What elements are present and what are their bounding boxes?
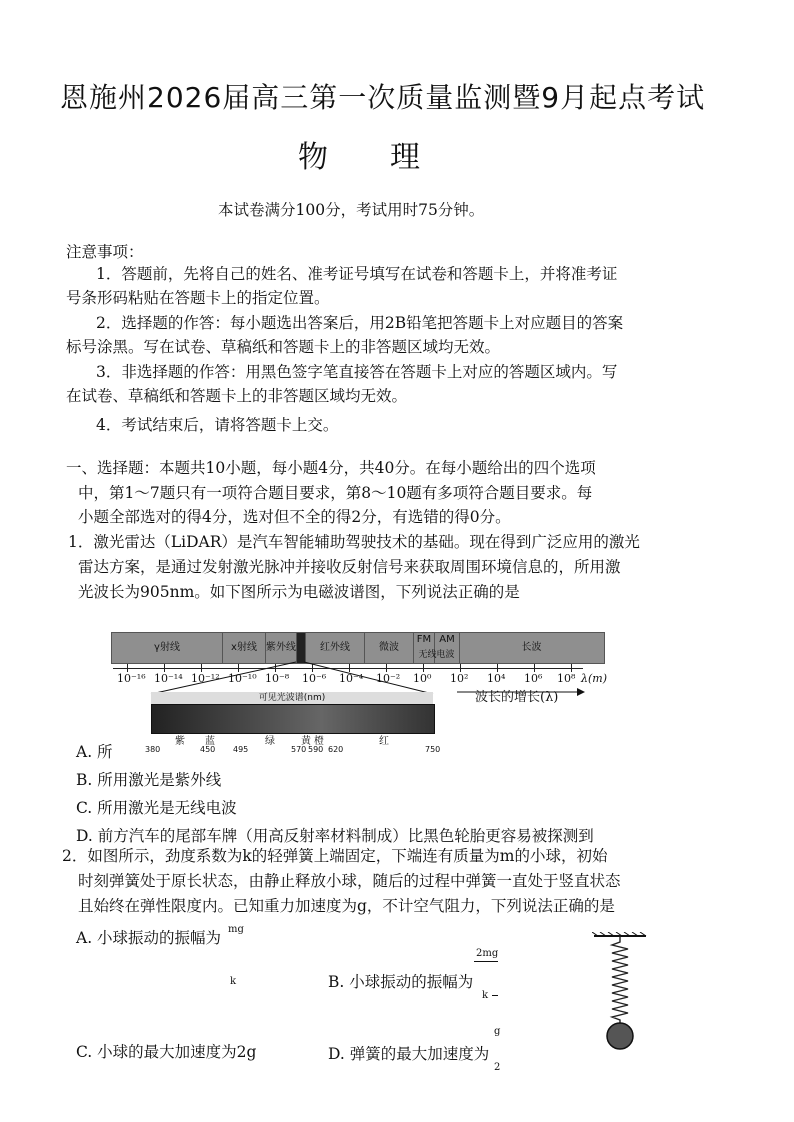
tick-label: 10⁻⁴ — [339, 672, 364, 685]
q2-option-d-denominator: 2 — [494, 1062, 501, 1073]
color-label-yellow: 黄 — [301, 736, 311, 747]
q2-option-c: C. 小球的最大加速度为2g — [76, 1043, 257, 1061]
nm-label: 570 — [291, 745, 307, 754]
note-3-line2: 在试卷、草稿纸和答题卡上的非答题区域均无效。 — [66, 387, 408, 405]
q2-option-b-denominator: k — [482, 990, 489, 1001]
note-4-line1: 4．考试结束后，请将答题卡上交。 — [96, 416, 339, 434]
color-label-red: 红 — [379, 736, 389, 747]
q1-line3: 光波长为905nm。如下图所示为电磁波谱图，下列说法正确的是 — [78, 583, 520, 601]
tick-label: 10⁻¹⁰ — [228, 672, 257, 685]
nm-label: 750 — [425, 745, 441, 754]
note-2-line2: 标号涂黑。写在试卷、草稿纸和答题卡上的非答题区域均无效。 — [66, 338, 501, 356]
nm-label: 590 — [308, 745, 324, 754]
band-microwave: 微波 — [365, 633, 414, 663]
q1-option-b: B. 所用激光是紫外线 — [76, 771, 222, 789]
nm-label: 450 — [200, 745, 216, 754]
color-label-orange: 橙 — [314, 736, 324, 747]
q1-line1: 1．激光雷达（LiDAR）是汽车智能辅助驾驶技术的基础。现在得到广泛应用的激光 — [68, 533, 640, 551]
subject-char-2: 理 — [390, 140, 420, 175]
q1-option-c: C. 所用激光是无线电波 — [76, 799, 237, 817]
tick-label: 10⁻² — [376, 672, 401, 685]
q1-line2: 雷达方案，是通过发射激光脉冲并接收反射信号来获取周围环境信息的，所用激 — [78, 558, 621, 576]
q2-option-a-numerator: mg — [228, 924, 244, 935]
q2-line3: 且始终在弹性限度内。已知重力加速度为g，不计空气阻力，下列说法正确的是 — [78, 897, 615, 915]
tick-label: 10⁸ — [557, 672, 576, 685]
note-2-line1: 2．选择题的作答：每小题选出答案后，用2B铅笔把答题卡上对应题目的答案 — [96, 314, 624, 332]
axis-unit-label: λ(m) — [581, 672, 607, 685]
note-1-line1: 1．答题前，先将自己的姓名、准考证号填写在试卷和答题卡上，并将准考证 — [96, 265, 618, 283]
color-label-violet: 紫 — [175, 736, 185, 747]
visible-spectrum-bar — [151, 704, 435, 734]
q2-option-b: B. 小球振动的振幅为 — [328, 973, 474, 991]
nm-label: 495 — [233, 745, 249, 754]
visible-spectrum-title: 可见光波谱(nm) — [151, 692, 433, 704]
subject-char-1: 物 — [298, 140, 328, 175]
nm-label: 620 — [328, 745, 344, 754]
color-label-blue: 蓝 — [205, 736, 215, 747]
tick-label: 10⁻¹⁶ — [117, 672, 146, 685]
q2-option-a: A. 小球振动的振幅为 — [76, 929, 222, 947]
tick-label: 10² — [450, 672, 469, 685]
note-1-line2: 号条形码粘贴在答题卡上的指定位置。 — [66, 289, 330, 307]
wavelength-growth-label: 波长的增长(λ) — [475, 690, 559, 705]
color-label-green: 绿 — [265, 736, 275, 747]
q2-option-b-fraction-bar — [474, 961, 498, 962]
q1-option-a: A. 所 — [76, 743, 113, 761]
tick-label: 10⁶ — [524, 672, 543, 685]
band-uv: 紫外线 — [266, 633, 297, 663]
note-3-line1: 3．非选择题的作答：用黑色签字笔直接答在答题卡上对应的答题区域内。写 — [96, 363, 618, 381]
notes-heading: 注意事项： — [66, 243, 144, 261]
band-xray: x射线 — [223, 633, 266, 663]
band-infrared: 红外线 — [306, 633, 365, 663]
section1-line2: 中，第1～7题只有一项符合题目要求，第8～10题有多项符合题目要求。每 — [78, 484, 593, 502]
exam-title: 恩施州2026届高三第一次质量监测暨9月起点考试 — [60, 81, 706, 114]
band-radio: 无线电波 — [418, 650, 455, 660]
q1-option-d: D. 前方汽车的尾部车牌（用高反射率材料制成）比黑色轮胎更容易被探测到 — [76, 827, 594, 845]
tick-label: 10⁰ — [413, 672, 432, 685]
q2-line1: 2．如图所示，劲度系数为k的轻弹簧上端固定，下端连有质量为m的小球，初始 — [62, 847, 608, 865]
q2-option-d: D. 弹簧的最大加速度为 — [328, 1045, 490, 1063]
q2-option-b-numerator: 2mg — [476, 948, 499, 959]
q2-option-b-mark — [492, 995, 498, 996]
tick-label: 10⁴ — [487, 672, 506, 685]
exam-info: 本试卷满分100分，考试用时75分钟。 — [218, 201, 485, 219]
band-fm: FM — [414, 633, 435, 663]
tick-label: 10⁻¹⁴ — [154, 672, 183, 685]
tick-label: 10⁻¹² — [191, 672, 220, 685]
section1-line1: 一、选择题：本题共10小题，每小题4分，共40分。在每小题给出的四个选项 — [66, 459, 596, 477]
q2-option-a-denominator: k — [230, 976, 237, 987]
subject-title — [298, 132, 482, 176]
q2-line2: 时刻弹簧处于原长状态，由静止释放小球，随后的过程中弹簧一直处于竖直状态 — [78, 872, 621, 890]
section1-line3: 小题全部选对的得4分，选对但不全的得2分，有选错的得0分。 — [78, 508, 511, 526]
band-longwave: 长波 — [521, 642, 542, 653]
tick-label: 10⁻⁸ — [265, 672, 290, 685]
band-am: AM — [435, 633, 460, 663]
tick-label: 10⁻⁶ — [302, 672, 327, 685]
q2-option-d-numerator: g — [494, 1026, 501, 1037]
spring-ball-figure — [592, 932, 648, 1052]
nm-label: 380 — [145, 745, 161, 754]
band-gamma: γ射线 — [112, 633, 223, 663]
em-spectrum-figure — [107, 628, 607, 758]
